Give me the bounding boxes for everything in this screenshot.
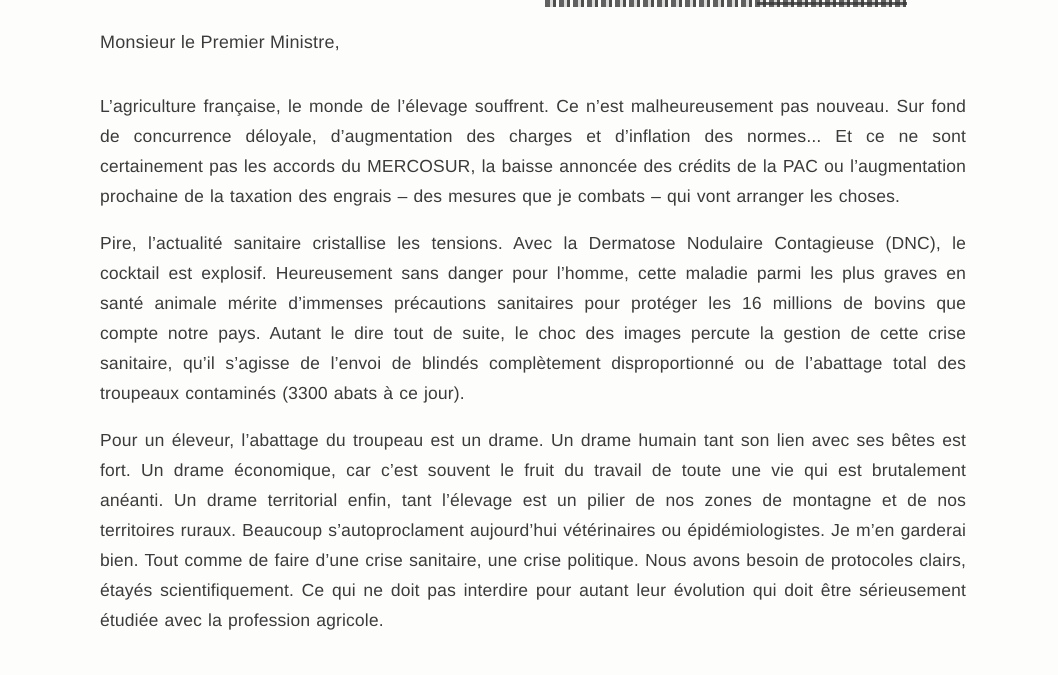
paragraph-1: L’agriculture française, le monde de l’élevage souffrent. Ce n’est malheureusement pas nouveau. Sur fond de concurrence déloyale, d’augmentation des charges et d’inflation des normes... Et ce ne sont certainement pas les accords du MERCOSUR, la baisse annoncée des crédits de la PAC ou l’augmentation prochaine de la taxation des engrais – des mesures que je combats – qui vont arranger les choses.	[100, 96, 966, 206]
paragraph-3: Pour un éleveur, l’abattage du troupeau est un drame. Un drame humain tant son lien avec ses bêtes est fort. Un drame économique, car c’est souvent le fruit du travail de toute une vie qui est brutalement anéanti. Un drame territorial enfin, tant l’élevage est un pilier de nos zones de montagne et de nos territoires ruraux. Beaucoup s’autoproclament aujourd’hui vétérinaires ou épidémiologistes. Je m’en garderai bien. Tout comme de faire d’une crise sanitaire, une crise politique. Nous avons besoin de protocoles clairs, étayés scientifiquement. Ce qui ne doit pas interdire pour autant leur évolution qui doit être sérieusement étudiée avec la profession agricole.	[100, 430, 966, 630]
paragraph-2: Pire, l’actualité sanitaire cristallise les tensions. Avec la Dermatose Nodulaire Contagieuse (DNC), le cocktail est explosif. Heureusement sans danger pour l’homme, cette maladie parmi les plus graves en santé animale mérite d’immenses précautions sanitaires pour protéger les 16 millions de bovins que compte notre pays. Autant le dire tout de suite, le choc des images percute la gestion de cette crise sanitaire, qu’il s’agisse de l’envoi de blindés complètement disproportionné ou de l’abattage total des troupeaux contaminés (3300 abats à ce jour).	[100, 233, 966, 403]
letter-body	[100, 0, 966, 635]
salutation: Monsieur le Premier Ministre,	[100, 32, 340, 52]
